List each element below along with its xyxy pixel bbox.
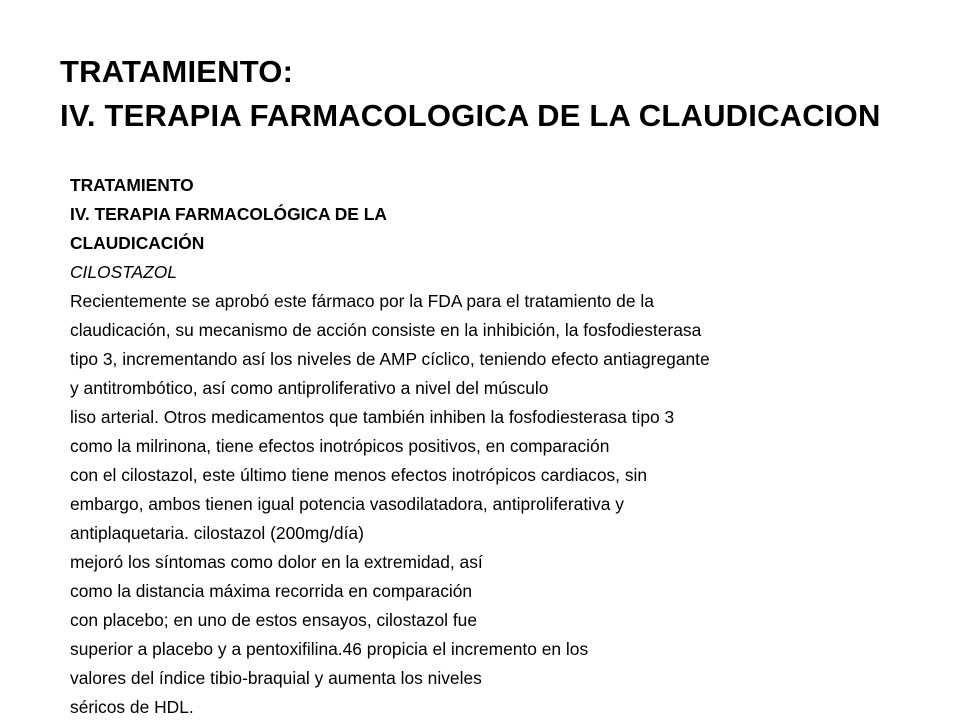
body-line: como la distancia máxima recorrida en comparación — [70, 581, 473, 601]
body-line: como la milrinona, tiene efectos inotrópicos positivos, en comparación — [70, 436, 610, 456]
body-line: tipo 3, incrementando así los niveles de AMP cíclico, teniendo efecto antiagregante — [70, 349, 710, 369]
heading-line-2: IV. TERAPIA FARMACOLÓGICA DE LA — [70, 204, 387, 224]
body-line: mejoró los síntomas como dolor en la extremidad, así — [70, 552, 483, 572]
body-line: superior a placebo y a pentoxifilina.46 propicia el incremento en los — [70, 639, 589, 659]
slide-title — [60, 50, 940, 138]
body-line: embargo, ambos tienen igual potencia vasodilatadora, antiproliferativa y — [70, 494, 624, 514]
body-line: Recientemente se aprobó este fármaco por la FDA para el tratamiento de la — [70, 291, 654, 311]
body-line: y antitrombótico, así como antiproliferativo a nivel del músculo — [70, 378, 549, 398]
subheading: CILOSTAZOL — [70, 262, 177, 282]
heading-line-3: CLAUDICACIÓN — [70, 233, 205, 253]
body-line: con el cilostazol, este último tiene menos efectos inotrópicos cardiacos, sin — [70, 465, 648, 485]
slide-body — [70, 171, 940, 722]
title-line-2: IV. TERAPIA FARMACOLOGICA DE LA CLAUDICACION — [60, 98, 881, 133]
body-line: con placebo; en uno de estos ensayos, cilostazol fue — [70, 610, 478, 630]
title-line-1: TRATAMIENTO: — [60, 54, 294, 89]
heading-line-1: TRATAMIENTO — [70, 175, 194, 195]
body-line: liso arterial. Otros medicamentos que también inhiben la fosfodiesterasa tipo 3 — [70, 407, 675, 427]
body-line: valores del índice tibio-braquial y aumenta los niveles — [70, 668, 482, 688]
body-line: séricos de HDL. — [70, 697, 194, 717]
body-line: claudicación, su mecanismo de acción consiste en la inhibición, la fosfodiesterasa — [70, 320, 702, 340]
body-line: antiplaquetaria. cilostazol (200mg/día) — [70, 523, 364, 543]
